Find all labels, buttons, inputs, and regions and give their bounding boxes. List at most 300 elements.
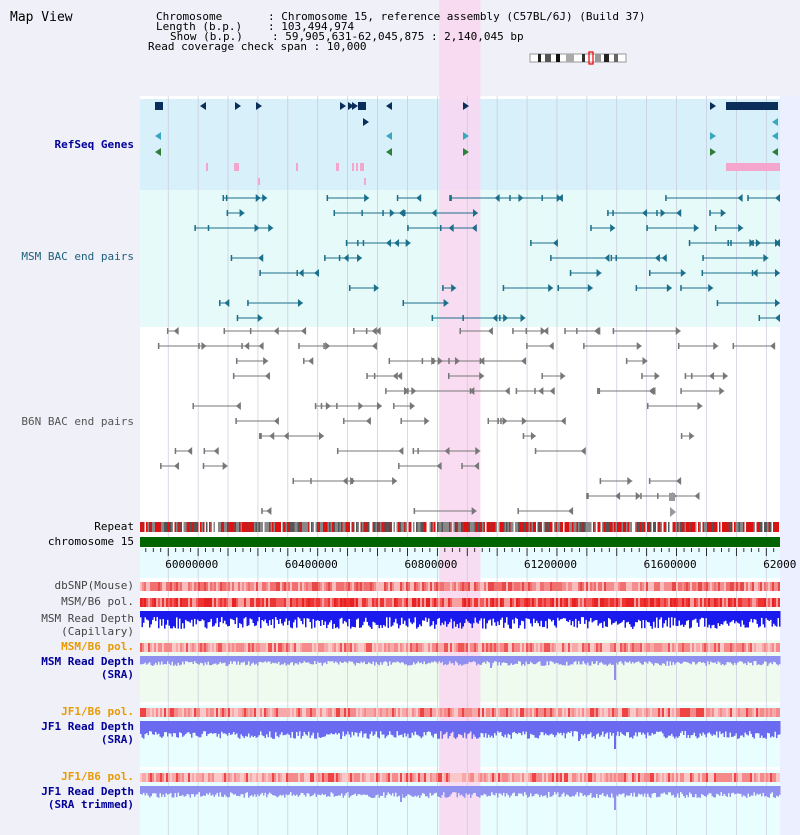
strip-cell bbox=[260, 598, 262, 607]
strip-cell bbox=[712, 643, 714, 652]
depth-bar bbox=[406, 721, 408, 736]
strip-cell bbox=[212, 582, 214, 591]
track-label-dbsnp[interactable]: dbSNP(Mouse) bbox=[54, 579, 134, 592]
strip-cell bbox=[386, 582, 388, 591]
track-label-jf1-b6-pol-1[interactable]: JF1/B6 pol. bbox=[61, 705, 134, 718]
track-label-jf1-b6-pol-2[interactable]: JF1/B6 pol. bbox=[61, 770, 134, 783]
depth-bar bbox=[538, 611, 540, 623]
strip-cell bbox=[246, 643, 248, 652]
depth-bar bbox=[727, 786, 729, 797]
strip-cell bbox=[660, 708, 662, 717]
strip-cell bbox=[520, 773, 522, 782]
strip-cell bbox=[592, 643, 594, 652]
depth-bar bbox=[229, 786, 231, 797]
strip-cell bbox=[328, 643, 330, 652]
depth-bar bbox=[548, 721, 550, 735]
depth-bar bbox=[773, 656, 775, 662]
depth-bar bbox=[469, 786, 471, 794]
depth-bar bbox=[625, 786, 627, 797]
depth-bar bbox=[409, 786, 411, 795]
strip-cell bbox=[176, 708, 178, 717]
strip-cell bbox=[476, 708, 478, 717]
repeat-element bbox=[340, 522, 342, 532]
depth-bar bbox=[211, 656, 213, 665]
depth-bar bbox=[391, 611, 393, 627]
depth-bar bbox=[410, 656, 412, 665]
strip-cell bbox=[420, 708, 422, 717]
strip-cell bbox=[738, 643, 740, 652]
strip-cell bbox=[732, 582, 734, 591]
strip-cell bbox=[526, 643, 528, 652]
strip-cell bbox=[692, 582, 694, 591]
depth-bar bbox=[589, 656, 591, 666]
strip-cell bbox=[260, 643, 262, 652]
strip-cell bbox=[160, 643, 162, 652]
repeat-element bbox=[650, 522, 652, 532]
depth-bar bbox=[491, 611, 493, 626]
depth-bar bbox=[412, 611, 414, 624]
strip-cell bbox=[742, 643, 744, 652]
strip-cell bbox=[572, 773, 574, 782]
strip-cell bbox=[458, 643, 460, 652]
strip-cell bbox=[276, 773, 278, 782]
strip-cell bbox=[182, 598, 184, 607]
strip-cell bbox=[722, 582, 724, 591]
strip-cell bbox=[350, 773, 352, 782]
strip-cell bbox=[402, 582, 404, 591]
depth-bar bbox=[295, 611, 297, 620]
depth-bar bbox=[574, 786, 576, 796]
depth-bar bbox=[676, 611, 678, 626]
strip-cell bbox=[490, 708, 492, 717]
repeat-element bbox=[674, 522, 676, 532]
strip-cell bbox=[228, 598, 230, 607]
depth-bar bbox=[712, 786, 714, 796]
strip-cell bbox=[582, 643, 584, 652]
strip-cell bbox=[566, 708, 568, 717]
strip-cell bbox=[410, 582, 412, 591]
depth-bar bbox=[241, 786, 243, 794]
strip-cell bbox=[570, 708, 572, 717]
strip-cell bbox=[154, 598, 156, 607]
depth-bar bbox=[680, 721, 682, 733]
depth-bar bbox=[728, 611, 730, 626]
depth-bar bbox=[751, 786, 753, 795]
ideogram-band bbox=[595, 54, 601, 62]
depth-bar bbox=[586, 656, 588, 665]
strip-cell bbox=[172, 773, 174, 782]
strip-cell bbox=[324, 773, 326, 782]
repeat-element bbox=[770, 522, 772, 532]
strip-cell bbox=[732, 708, 734, 717]
depth-bar bbox=[353, 611, 355, 627]
strip-cell bbox=[382, 773, 384, 782]
ideogram-band bbox=[566, 54, 574, 62]
repeat-element bbox=[365, 522, 367, 532]
depth-bar bbox=[572, 611, 574, 621]
repeat-element bbox=[218, 522, 220, 532]
depth-bar bbox=[154, 656, 156, 665]
track-label-repeat[interactable]: Repeat bbox=[94, 520, 134, 533]
strip-cell bbox=[634, 582, 636, 591]
depth-bar bbox=[293, 656, 295, 666]
strip-cell bbox=[732, 643, 734, 652]
strip-cell bbox=[278, 582, 280, 591]
track-label-msm-depth-capillary[interactable]: MSM Read Depth bbox=[41, 612, 134, 625]
strip-cell bbox=[556, 773, 558, 782]
depth-bar bbox=[155, 786, 157, 793]
depth-bar bbox=[517, 721, 519, 734]
strip-cell bbox=[670, 643, 672, 652]
depth-bar bbox=[686, 611, 688, 621]
depth-bar bbox=[764, 721, 766, 738]
repeat-element bbox=[583, 522, 585, 532]
depth-bar bbox=[236, 611, 238, 618]
strip-cell bbox=[612, 773, 614, 782]
depth-bar bbox=[472, 656, 474, 662]
depth-bar bbox=[698, 721, 700, 737]
repeat-element bbox=[238, 522, 240, 532]
depth-bar bbox=[295, 656, 297, 663]
depth-bar bbox=[304, 656, 306, 661]
depth-bar bbox=[742, 656, 744, 662]
repeat-element bbox=[769, 522, 771, 532]
depth-bar bbox=[779, 786, 781, 795]
depth-bar bbox=[394, 656, 396, 662]
depth-bar bbox=[458, 656, 460, 665]
strip-cell bbox=[604, 598, 606, 607]
bac-end bbox=[600, 478, 602, 484]
strip-cell bbox=[750, 598, 752, 607]
depth-bar bbox=[239, 786, 241, 796]
depth-spike bbox=[614, 721, 616, 749]
depth-bar bbox=[265, 656, 267, 661]
depth-bar bbox=[530, 611, 532, 623]
strip-cell bbox=[642, 773, 644, 782]
strip-cell bbox=[334, 582, 336, 591]
depth-bar bbox=[524, 721, 526, 734]
depth-bar bbox=[718, 721, 720, 738]
strip-cell bbox=[518, 773, 520, 782]
bac-end bbox=[204, 448, 206, 454]
strip-cell bbox=[150, 643, 152, 652]
strip-cell bbox=[170, 598, 172, 607]
strip-cell bbox=[382, 643, 384, 652]
track-label-msm-bac[interactable]: MSM BAC end pairs bbox=[21, 250, 134, 263]
depth-bar bbox=[244, 721, 246, 738]
depth-bar bbox=[262, 656, 264, 663]
strip-cell bbox=[404, 582, 406, 591]
strip-cell bbox=[202, 598, 204, 607]
track-label-msm-b6-pol-1[interactable]: MSM/B6 pol. bbox=[61, 595, 134, 608]
depth-bar bbox=[775, 786, 777, 798]
strip-cell bbox=[384, 598, 386, 607]
strip-cell bbox=[322, 773, 324, 782]
depth-bar bbox=[200, 786, 202, 797]
depth-bar bbox=[188, 656, 190, 662]
depth-bar bbox=[146, 786, 148, 793]
strip-cell bbox=[262, 643, 264, 652]
depth-bar bbox=[760, 656, 762, 665]
depth-bar bbox=[182, 721, 184, 737]
track-label-msm-b6-pol-2[interactable]: MSM/B6 pol. bbox=[61, 640, 134, 653]
depth-bar bbox=[172, 611, 174, 628]
bac-end bbox=[353, 328, 355, 334]
depth-bar bbox=[398, 721, 400, 735]
strip-cell bbox=[654, 708, 656, 717]
depth-bar bbox=[494, 786, 496, 795]
bac-end bbox=[160, 463, 162, 469]
strip-cell bbox=[174, 582, 176, 591]
strip-cell bbox=[528, 582, 530, 591]
depth-bar bbox=[404, 656, 406, 665]
strip-cell bbox=[338, 643, 340, 652]
bac-end bbox=[523, 433, 525, 439]
strip-cell bbox=[274, 582, 276, 591]
strip-cell bbox=[176, 598, 178, 607]
repeat-element bbox=[467, 522, 469, 532]
depth-bar bbox=[185, 721, 187, 734]
strip-cell bbox=[710, 582, 712, 591]
strip-cell bbox=[396, 708, 398, 717]
strip-cell bbox=[338, 598, 340, 607]
depth-bar bbox=[443, 656, 445, 665]
depth-bar bbox=[182, 786, 184, 795]
depth-bar bbox=[250, 721, 252, 738]
strip-cell bbox=[586, 708, 588, 717]
strip-cell bbox=[408, 582, 410, 591]
bac-end bbox=[292, 478, 294, 484]
strip-cell bbox=[652, 643, 654, 652]
strip-cell bbox=[480, 773, 482, 782]
strip-cell bbox=[584, 773, 586, 782]
strip-cell bbox=[246, 773, 248, 782]
strip-cell bbox=[704, 598, 706, 607]
strip-cell bbox=[382, 598, 384, 607]
repeat-element bbox=[533, 522, 535, 532]
depth-bar bbox=[470, 611, 472, 624]
depth-bar bbox=[653, 786, 655, 793]
depth-bar bbox=[377, 721, 379, 737]
depth-bar bbox=[400, 721, 402, 735]
strip-cell bbox=[238, 643, 240, 652]
repeat-element bbox=[484, 522, 486, 532]
depth-bar bbox=[269, 721, 271, 731]
strip-cell bbox=[676, 708, 678, 717]
strip-cell bbox=[178, 708, 180, 717]
strip-cell bbox=[666, 598, 668, 607]
depth-bar bbox=[220, 656, 222, 662]
strip-cell bbox=[140, 708, 142, 717]
depth-bar bbox=[518, 786, 520, 793]
strip-cell bbox=[230, 643, 232, 652]
strip-cell bbox=[216, 598, 218, 607]
track-label-refseq[interactable]: RefSeq Genes bbox=[54, 138, 134, 151]
depth-bar bbox=[248, 656, 250, 661]
depth-bar bbox=[157, 786, 159, 797]
strip-cell bbox=[496, 643, 498, 652]
depth-bar bbox=[523, 656, 525, 664]
depth-bar bbox=[455, 786, 457, 792]
strip-cell bbox=[204, 582, 206, 591]
depth-bar bbox=[286, 611, 288, 618]
strip-cell bbox=[398, 598, 400, 607]
repeat-element bbox=[455, 522, 457, 532]
depth-bar bbox=[145, 721, 147, 734]
strip-cell bbox=[374, 773, 376, 782]
depth-bar bbox=[437, 721, 439, 739]
repeat-element bbox=[439, 522, 441, 532]
strip-cell bbox=[776, 598, 778, 607]
depth-bar bbox=[338, 721, 340, 733]
depth-bar bbox=[218, 721, 220, 734]
depth-bar bbox=[361, 611, 363, 627]
strip-cell bbox=[654, 773, 656, 782]
track-label-b6n-bac[interactable]: B6N BAC end pairs bbox=[21, 415, 134, 428]
depth-bar bbox=[215, 786, 217, 795]
depth-bar bbox=[469, 721, 471, 733]
depth-bar bbox=[275, 786, 277, 796]
depth-bar bbox=[722, 611, 724, 625]
depth-bar bbox=[442, 656, 444, 662]
strip-cell bbox=[294, 773, 296, 782]
repeat-element bbox=[523, 522, 525, 532]
depth-bar bbox=[611, 656, 613, 665]
depth-bar bbox=[419, 786, 421, 798]
strip-cell bbox=[740, 773, 742, 782]
depth-bar bbox=[173, 721, 175, 733]
strip-cell bbox=[486, 773, 488, 782]
strip-cell bbox=[552, 598, 554, 607]
depth-bar bbox=[583, 721, 585, 735]
repeat-element bbox=[397, 522, 399, 532]
strip-cell bbox=[606, 643, 608, 652]
depth-bar bbox=[605, 786, 607, 796]
repeat-element bbox=[313, 522, 315, 532]
strip-cell bbox=[164, 598, 166, 607]
depth-bar bbox=[589, 786, 591, 795]
depth-bar bbox=[352, 721, 354, 732]
repeat-element bbox=[346, 522, 348, 532]
depth-bar bbox=[284, 656, 286, 663]
strip-cell bbox=[360, 643, 362, 652]
gene-exon bbox=[258, 178, 260, 185]
repeat-element bbox=[214, 522, 216, 532]
depth-bar bbox=[385, 656, 387, 661]
depth-bar bbox=[424, 721, 426, 732]
repeat-element bbox=[641, 522, 643, 532]
strip-cell bbox=[376, 773, 378, 782]
repeat-element bbox=[676, 522, 678, 532]
strip-cell bbox=[554, 773, 556, 782]
strip-cell bbox=[430, 582, 432, 591]
strip-cell bbox=[428, 598, 430, 607]
strip-cell bbox=[434, 598, 436, 607]
strip-cell bbox=[352, 582, 354, 591]
strip-cell bbox=[730, 708, 732, 717]
track-label-jf1-depth-sra[interactable]: JF1 Read Depth bbox=[41, 720, 134, 733]
strip-cell bbox=[760, 773, 762, 782]
track-label-chromosome[interactable]: chromosome 15 bbox=[47, 535, 134, 548]
depth-bar bbox=[563, 786, 565, 793]
depth-bar bbox=[184, 786, 186, 797]
strip-cell bbox=[254, 643, 256, 652]
strip-cell bbox=[420, 598, 422, 607]
strip-cell bbox=[224, 773, 226, 782]
strip-cell bbox=[218, 773, 220, 782]
depth-bar bbox=[277, 721, 279, 736]
depth-bar bbox=[679, 656, 681, 663]
repeat-element bbox=[578, 522, 580, 532]
strip-cell bbox=[232, 708, 234, 717]
depth-bar bbox=[143, 611, 145, 623]
strip-cell bbox=[270, 643, 272, 652]
strip-cell bbox=[700, 773, 702, 782]
depth-bar bbox=[556, 721, 558, 735]
strip-cell bbox=[182, 773, 184, 782]
strip-cell bbox=[168, 643, 170, 652]
strip-cell bbox=[728, 773, 730, 782]
repeat-element bbox=[538, 522, 540, 532]
strip-cell bbox=[608, 598, 610, 607]
strip-cell bbox=[470, 643, 472, 652]
depth-bar bbox=[487, 611, 489, 623]
repeat-element bbox=[398, 522, 400, 532]
strip-cell bbox=[354, 643, 356, 652]
strip-cell bbox=[766, 708, 768, 717]
strip-cell bbox=[280, 643, 282, 652]
strip-cell bbox=[686, 773, 688, 782]
strip-cell bbox=[332, 598, 334, 607]
strip-cell bbox=[308, 582, 310, 591]
depth-bar bbox=[223, 721, 225, 733]
depth-bar bbox=[596, 611, 598, 620]
strip-cell bbox=[718, 708, 720, 717]
strip-cell bbox=[318, 598, 320, 607]
depth-bar bbox=[236, 786, 238, 796]
depth-bar bbox=[392, 786, 394, 793]
strip-cell bbox=[492, 582, 494, 591]
strip-cell bbox=[778, 773, 780, 782]
strip-cell bbox=[434, 582, 436, 591]
strip-cell bbox=[638, 582, 640, 591]
depth-bar bbox=[641, 611, 643, 628]
depth-bar bbox=[152, 611, 154, 620]
depth-bar bbox=[283, 721, 285, 735]
track-label-jf1-depth-trimmed[interactable]: JF1 Read Depth bbox=[41, 785, 134, 798]
depth-bar bbox=[535, 721, 537, 738]
depth-bar bbox=[701, 721, 703, 736]
strip-cell bbox=[584, 598, 586, 607]
depth-bar bbox=[677, 721, 679, 738]
track-label-jf1-depth-trimmed-sub: (SRA trimmed) bbox=[47, 798, 134, 811]
depth-bar bbox=[368, 656, 370, 662]
strip-cell bbox=[640, 773, 642, 782]
depth-bar bbox=[547, 721, 549, 735]
strip-cell bbox=[662, 598, 664, 607]
track-label-msm-depth-sra[interactable]: MSM Read Depth bbox=[41, 655, 134, 668]
depth-bar bbox=[584, 611, 586, 624]
depth-bar bbox=[268, 656, 270, 661]
depth-bar bbox=[167, 611, 169, 620]
depth-bar bbox=[656, 721, 658, 732]
depth-bar bbox=[365, 611, 367, 618]
strip-cell bbox=[246, 708, 248, 717]
strip-cell bbox=[532, 598, 534, 607]
strip-cell bbox=[612, 598, 614, 607]
depth-bar bbox=[547, 656, 549, 661]
depth-bar bbox=[326, 656, 328, 664]
